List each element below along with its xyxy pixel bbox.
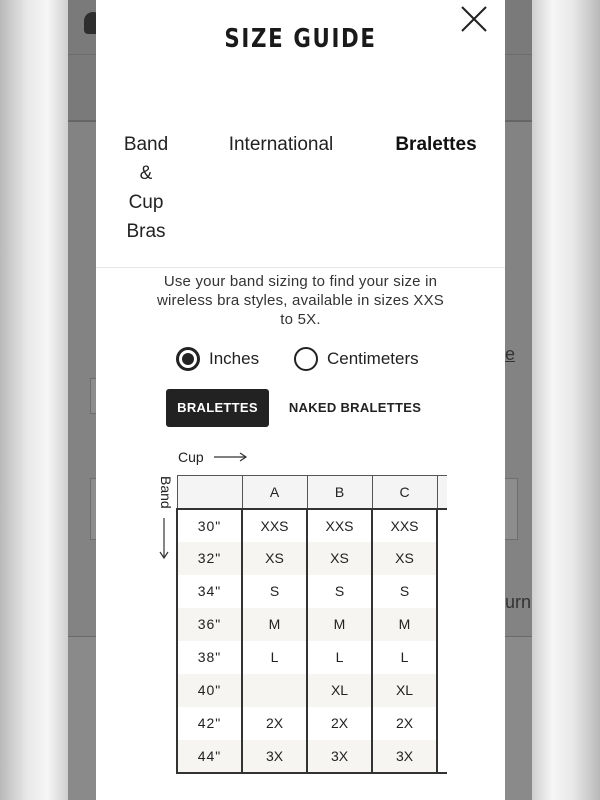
band-size-cell: 32" (177, 542, 242, 575)
size-cell: 3X (372, 740, 437, 773)
size-guide-modal (96, 0, 505, 800)
band-axis-label (158, 476, 174, 560)
size-cell: M (307, 608, 372, 641)
cup-axis-label (178, 449, 248, 465)
modal-header (96, 0, 505, 268)
band-size-cell: 38" (177, 641, 242, 674)
arrow-right-icon (214, 452, 248, 462)
tab-label-line: Band (123, 134, 169, 155)
size-cell (242, 674, 307, 707)
tab-international[interactable]: International (228, 134, 334, 155)
cup-header: A (242, 476, 307, 509)
table-row (177, 509, 447, 542)
band-size-cell: 36" (177, 608, 242, 641)
size-cell: XS (307, 542, 372, 575)
table-row (177, 740, 447, 773)
size-cell: S (307, 575, 372, 608)
size-cell: 3X (242, 740, 307, 773)
table-row (177, 542, 447, 575)
size-cell: XXS (307, 509, 372, 542)
bralettes-button[interactable]: BRALETTES (166, 389, 269, 427)
bg-text-fragment: urn (505, 592, 532, 612)
modal-title: SIZE GUIDE (224, 24, 377, 54)
radio-unselected-icon (294, 347, 318, 371)
overflow-cell (437, 740, 447, 773)
cup-header: C (372, 476, 437, 509)
close-icon (457, 2, 491, 36)
overflow-cell (437, 641, 447, 674)
overflow-cell (437, 608, 447, 641)
band-size-cell: 42" (177, 707, 242, 740)
overflow-cell (437, 509, 447, 542)
size-cell: 2X (307, 707, 372, 740)
band-size-cell: 40" (177, 674, 242, 707)
table-row (177, 641, 447, 674)
size-cell: XXS (242, 509, 307, 542)
left-backdrop (0, 0, 68, 800)
size-cell: S (372, 575, 437, 608)
band-label-text: Band (158, 476, 174, 509)
tab-label-line: Bras (126, 221, 166, 242)
unit-selector (176, 346, 476, 372)
size-cell: 3X (307, 740, 372, 773)
tab-label-line: Cup (128, 192, 164, 213)
radio-inches[interactable] (176, 346, 259, 372)
table-corner-cell (177, 476, 242, 509)
tab-label-line: & (139, 163, 153, 184)
cup-label-text: Cup (178, 449, 204, 465)
size-cell: XS (372, 542, 437, 575)
overflow-cell (437, 575, 447, 608)
right-backdrop (532, 0, 600, 800)
overflow-cell (437, 707, 447, 740)
cup-header: B (307, 476, 372, 509)
table-row (177, 674, 447, 707)
radio-centimeters[interactable] (294, 346, 419, 372)
radio-selected-icon (176, 347, 200, 371)
overflow-cell (437, 674, 447, 707)
table-row (177, 608, 447, 641)
size-cell: M (242, 608, 307, 641)
size-cell: 2X (372, 707, 437, 740)
close-button[interactable] (457, 2, 491, 36)
size-cell: XS (242, 542, 307, 575)
band-size-cell: 34" (177, 575, 242, 608)
overflow-cell (437, 542, 447, 575)
description-text: Use your band sizing to find your size in wireless bra styles, available in sizes XXS to 5X. (156, 273, 445, 328)
size-cell: XL (372, 674, 437, 707)
tab-bralettes[interactable]: Bralettes (395, 134, 477, 155)
arrow-down-icon (158, 518, 170, 560)
bg-field (504, 478, 518, 540)
naked-bralettes-button[interactable]: NAKED BRALETTES (288, 400, 422, 415)
size-cell: L (242, 641, 307, 674)
size-cell: L (372, 641, 437, 674)
radio-label: Inches (209, 349, 260, 368)
size-cell: 2X (242, 707, 307, 740)
bg-text-fragment: e (505, 344, 516, 364)
table-header-row (177, 476, 447, 509)
style-toggle (166, 389, 466, 427)
size-chart-table (176, 475, 447, 774)
size-cell: XL (307, 674, 372, 707)
table-row (177, 707, 447, 740)
cup-header-overflow (437, 476, 447, 509)
size-guide-tabs (96, 130, 505, 250)
size-cell: M (372, 608, 437, 641)
band-size-cell: 30" (177, 509, 242, 542)
size-cell: L (307, 641, 372, 674)
table-row (177, 575, 447, 608)
radio-label: Centimeters (327, 349, 419, 368)
tab-band-and-cup-bras[interactable] (108, 130, 184, 246)
band-size-cell: 44" (177, 740, 242, 773)
size-cell: S (242, 575, 307, 608)
size-cell: XXS (372, 509, 437, 542)
